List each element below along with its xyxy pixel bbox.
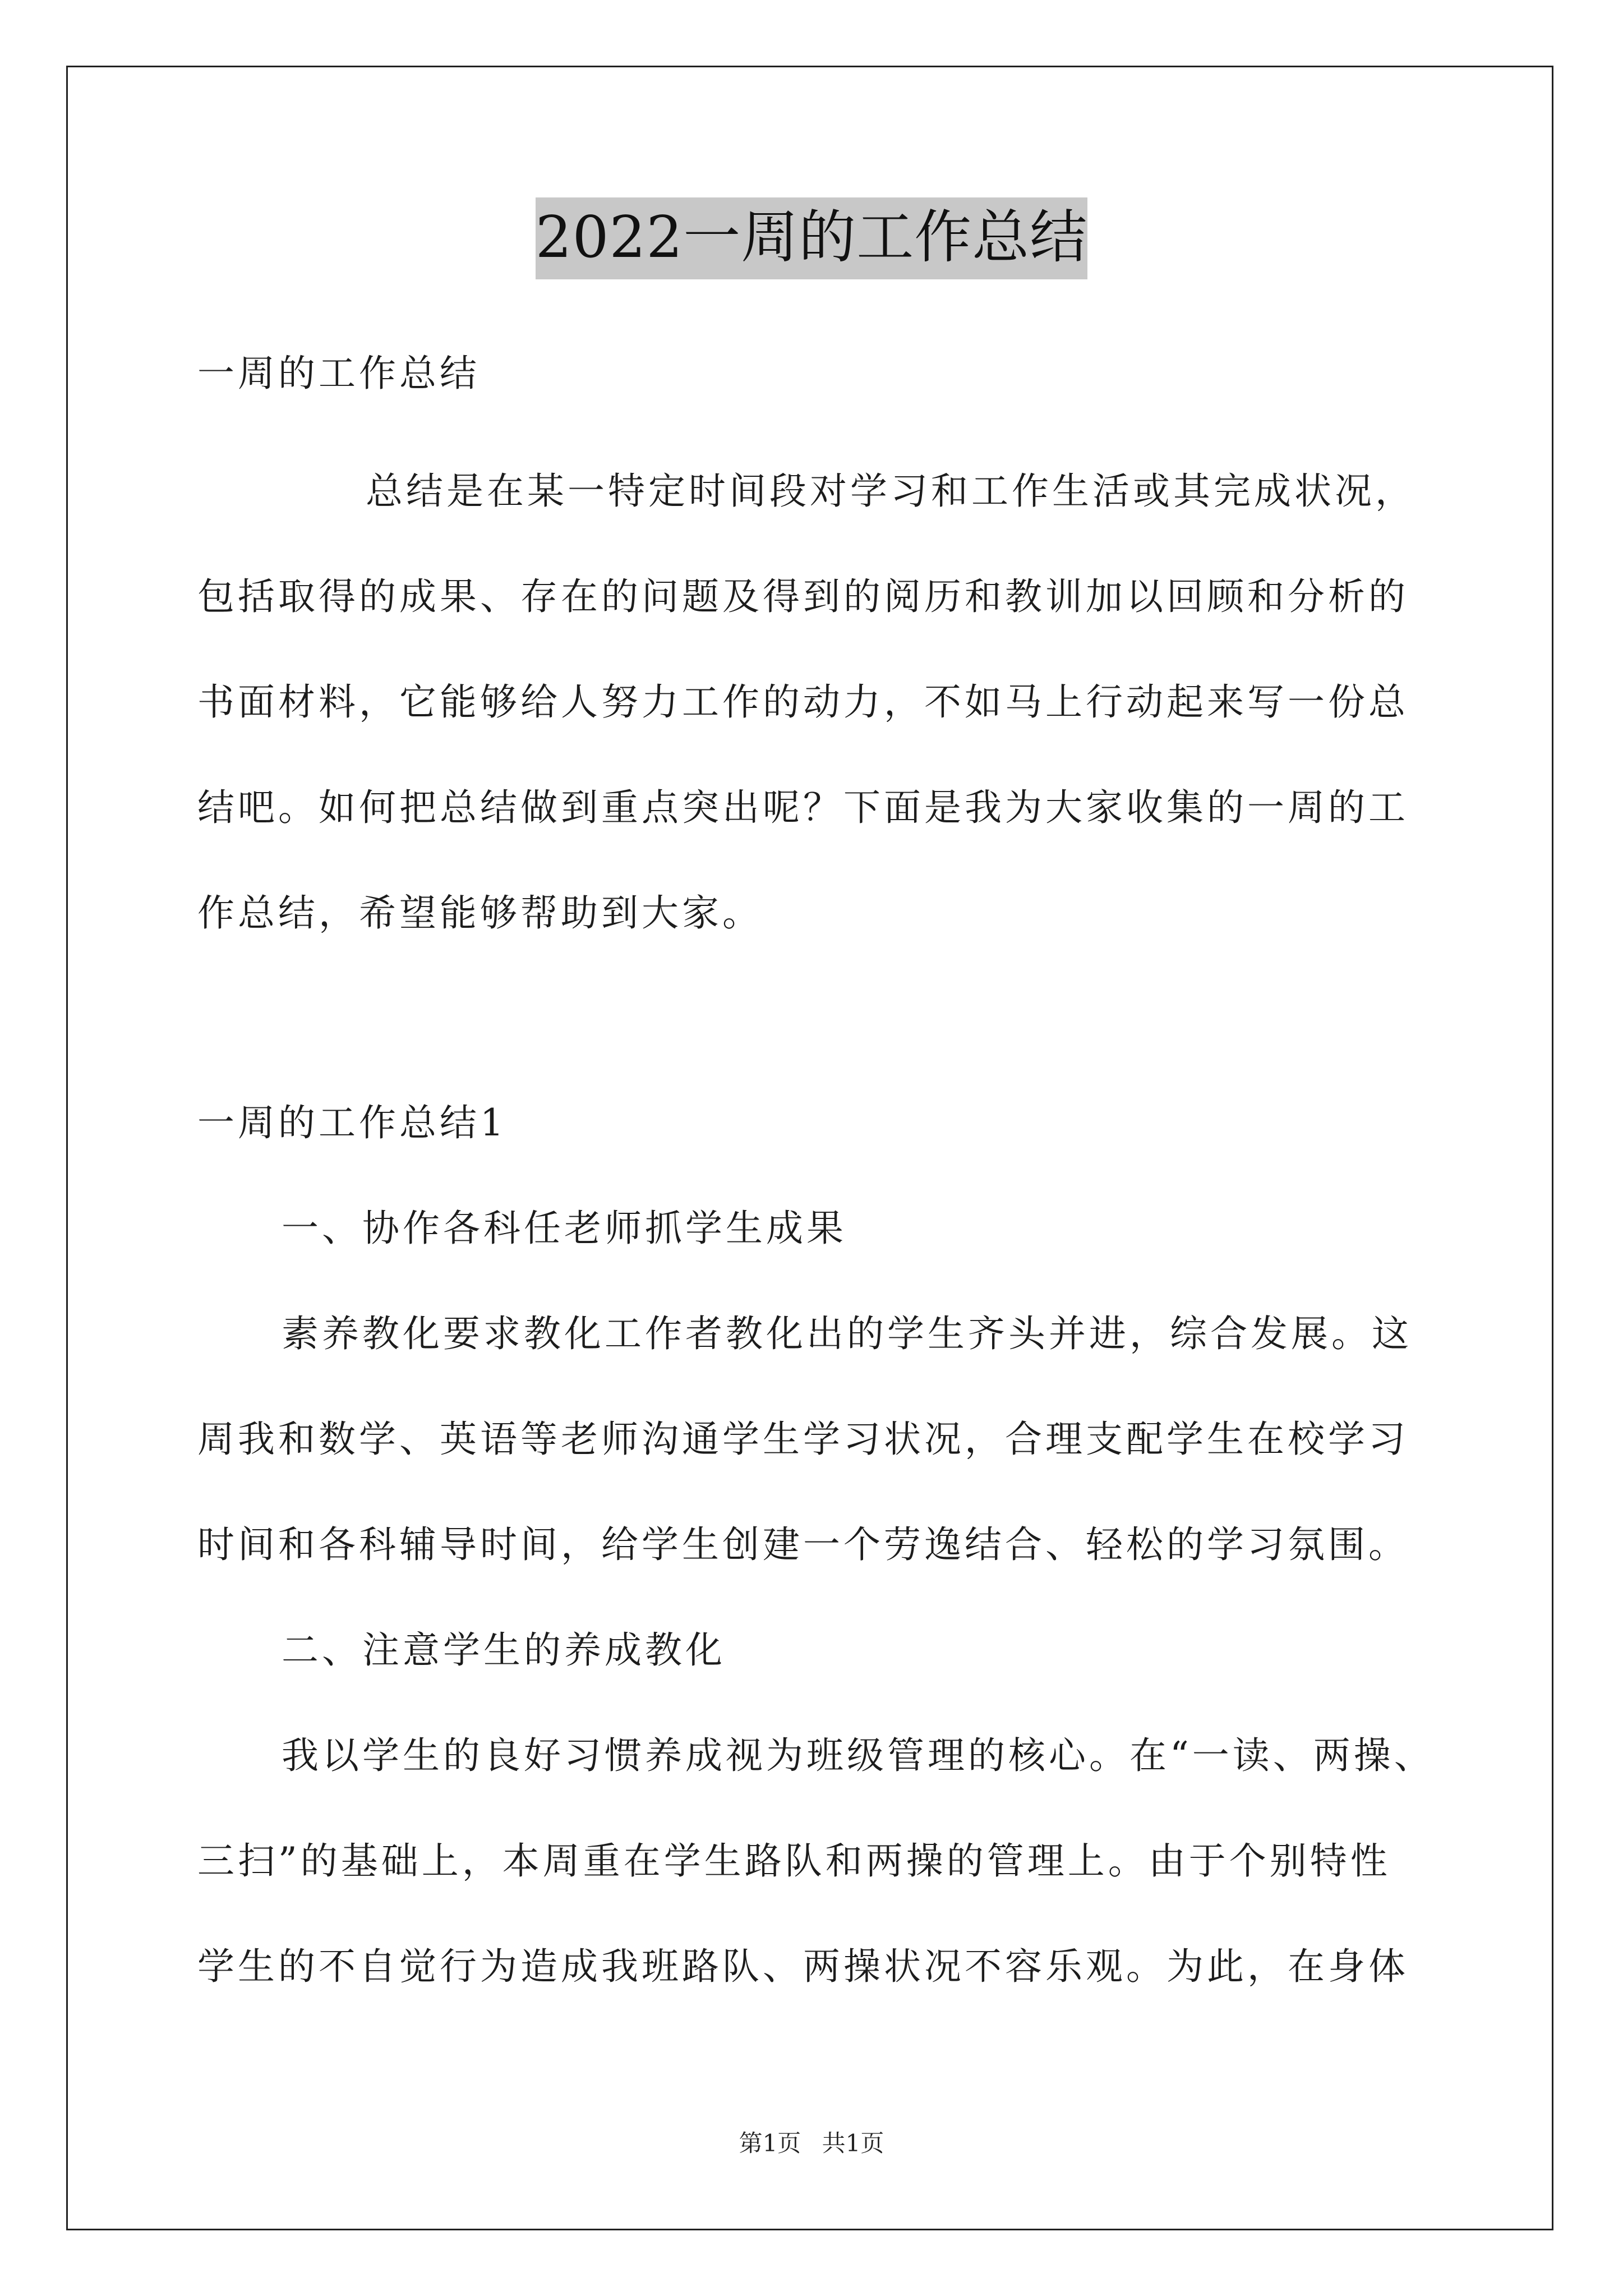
paragraph-line: 结吧。如何把总结做到重点突出呢？下面是我为大家收集的一周的工 bbox=[197, 786, 1409, 829]
paragraph-line: 素养教化要求教化工作者教化出的学生齐头并进，综合发展。这 bbox=[282, 1312, 1412, 1355]
page-total: 共1页 bbox=[822, 2129, 884, 2157]
paragraph-line: 我以学生的良好习惯养成视为班级管理的核心。在“一读、两操、 bbox=[282, 1734, 1435, 1777]
page-footer bbox=[0, 2125, 1623, 2159]
page-number: 第1页 bbox=[739, 2129, 801, 2157]
paragraph-line: 三扫”的基础上，本周重在学生路队和两操的管理上。由于个别特性 bbox=[197, 1839, 1391, 1883]
paragraph-line: 时间和各科辅导时间，给学生创建一个劳逸结合、轻松的学习氛围。 bbox=[197, 1523, 1409, 1566]
paragraph-line: 包括取得的成果、存在的问题及得到的阅历和教训加以回顾和分析的 bbox=[197, 575, 1409, 618]
paragraph-line: 周我和数学、英语等老师沟通学生学习状况，合理支配学生在校学习 bbox=[197, 1418, 1409, 1461]
subsection-heading: 二、注意学生的养成教化 bbox=[282, 1628, 726, 1672]
paragraph-line: 学生的不自觉行为造成我班路队、两操状况不容乐观。为此，在身体 bbox=[197, 1945, 1409, 1988]
paragraph-line: 书面材料，它能够给人努力工作的动力，不如马上行动起来写一份总 bbox=[197, 680, 1409, 724]
title-container bbox=[0, 197, 1623, 279]
section-heading: 一周的工作总结1 bbox=[197, 1101, 507, 1144]
document-title: 2022一周的工作总结 bbox=[536, 197, 1088, 279]
section-heading: 一周的工作总结 bbox=[197, 352, 480, 395]
paragraph-line: 作总结，希望能够帮助到大家。 bbox=[197, 891, 763, 935]
paragraph-line: 总结是在某一特定时间段对学习和工作生活或其完成状况， bbox=[366, 470, 1415, 513]
subsection-heading: 一、协作各科任老师抓学生成果 bbox=[282, 1207, 847, 1250]
